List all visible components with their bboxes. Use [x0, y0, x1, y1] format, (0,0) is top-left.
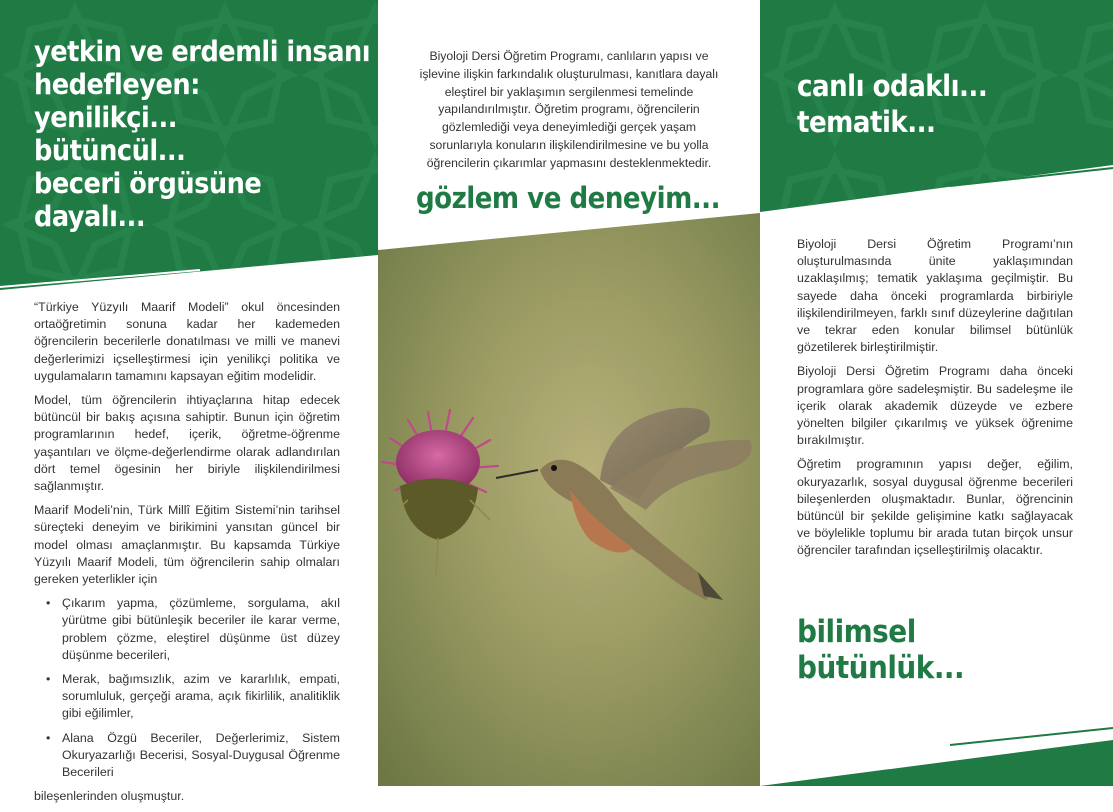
left-paragraph: Maarif Modeli’nin, Türk Millî Eğitim Sistemi’nin tarihsel süreçteki deneyim ve birikimini yansıtan güncel bir model olması amaçlanmıştır. Bu kapsamda Türkiye Yüzyılı Maarif Modeli, tüm öğrencilerin sahip olmaları gereken yeterlikler için — [34, 503, 340, 587]
list-item: • Alana Özgü Beceriler, Değerlerimiz, Sistem Okuryazarlığı Becerisi, Sosyal-Duygusal Öğrenme Becerileri — [62, 730, 340, 782]
right-headline-line: canlı odaklı... — [797, 69, 988, 103]
left-headline-line: yenilikçi... — [34, 101, 177, 134]
right-paragraph: Biyoloji Dersi Öğretim Programı’nın oluşturulmasında ünite yaklaşımından uzaklaşılmış; tematik yaklaşıma geçilmiştir. Bu sayede daha önceki programlarda birbiriyle ilişkilendirilmeyen, farklı sınıf düzeylerine dağıtılan ve tekrar eden konular bilimsel bütünlük gözetilerek birleştirilmiştir. — [797, 237, 1073, 355]
right-bottom-headline — [797, 614, 964, 686]
left-headline-line: hedefleyen: — [34, 68, 200, 101]
right-paragraph: Biyoloji Dersi Öğretim Programı daha önceki programlara göre sadeleşmiştir. Bu sadeleşme ile içerik olarak akademik düzeyde ve ezbere yönelten bilgiler çıkarılmış ve yüksek öğrenime bırakılmıştır. — [797, 364, 1073, 448]
right-panel — [760, 0, 1113, 786]
center-headline: gözlem ve deneyim... — [416, 181, 720, 215]
list-item: • Merak, bağımsızlık, azim ve kararlılık, empati, sorumluluk, gerçeği arama, açık fikirlilik, analitiklik gibi eğilimler, — [62, 671, 340, 723]
right-bottom-line — [950, 728, 1113, 745]
left-paragraph: Model, tüm öğrencilerin ihtiyaçlarına hitap edecek bütüncül bir bakış açısına sahiptir. Bunun için öğretim programlarının hedef, içerik, öğretme-öğrenme yaşantıları ve ölçme-değerlendirme olarak adlandırılan dört temel ögesinin her biriyle ilişkilendirilmesi sağlanmıştır. — [34, 393, 340, 494]
bottom-headline-line: bütünlük... — [797, 650, 965, 686]
competency-list — [34, 595, 340, 781]
left-closing: bileşenlerinden oluşmuştur. — [34, 789, 185, 804]
right-body — [797, 236, 1073, 567]
bottom-headline-line: bilimsel — [797, 614, 916, 650]
left-headline — [34, 35, 370, 233]
center-panel — [378, 0, 760, 786]
center-paragraph: Biyoloji Dersi Öğretim Programı, canlıların yapısı ve işlevine ilişkin farkındalık oluşturulması, kanıtlara dayalı eleştirel bir yaklaşımın sergilenmesi temelinde yapılandırılmıştır. Öğretim programı, öğrencilerin gözlemlediği veya deneyimlediği gerçek yaşam sorunlarıyla konuların ilişkilendirilmesine ve bu yolla öğrencilerin çıkarımlar yapmasını desteklenmektedir. — [419, 49, 719, 170]
left-panel — [0, 0, 378, 804]
left-body — [34, 299, 340, 812]
right-headline — [797, 68, 987, 140]
left-headline-line: dayalı... — [34, 200, 146, 233]
right-bottom-band — [760, 740, 1113, 786]
left-paragraph: “Türkiye Yüzyılı Maarif Modeli” okul öncesinden ortaöğretimin sonuna kadar her kademeden öğrencilerin becerilerle donatılması ve milli ve manevi değerlerimizi içselleştirmesi için yenilikçi politika ve uygulamaların tamamını kapsayan eğitim modelidir. — [34, 300, 340, 383]
left-headline-line: beceri örgüsüne — [34, 167, 262, 200]
list-item: • Çıkarım yapma, çözümleme, sorgulama, akıl yürütme gibi bütünleşik beceriler ile karar verme, problem çözme, eleştirel düşünme üst düzey düşünme becerileri, — [62, 595, 340, 664]
right-headline-line: tematik... — [797, 105, 936, 139]
left-headline-line: yetkin ve erdemli insanı — [34, 35, 371, 68]
left-headline-line: bütüncül... — [34, 134, 186, 167]
hummingbird-thistle-photo — [378, 0, 760, 786]
right-paragraph: Öğretim programının yapısı değer, eğilim, okuryazarlık, sosyal duygusal öğrenme becerileri bileşenlerden oluşmaktadır. Bunlar, öğrencinin bütüncül bir şekilde gelişimine katkı sağlayacak ve böylelikle toplumu bir arada tutan birçok unsur öğrenciler tarafından içselleştirilmiş olacaktır. — [797, 457, 1073, 558]
